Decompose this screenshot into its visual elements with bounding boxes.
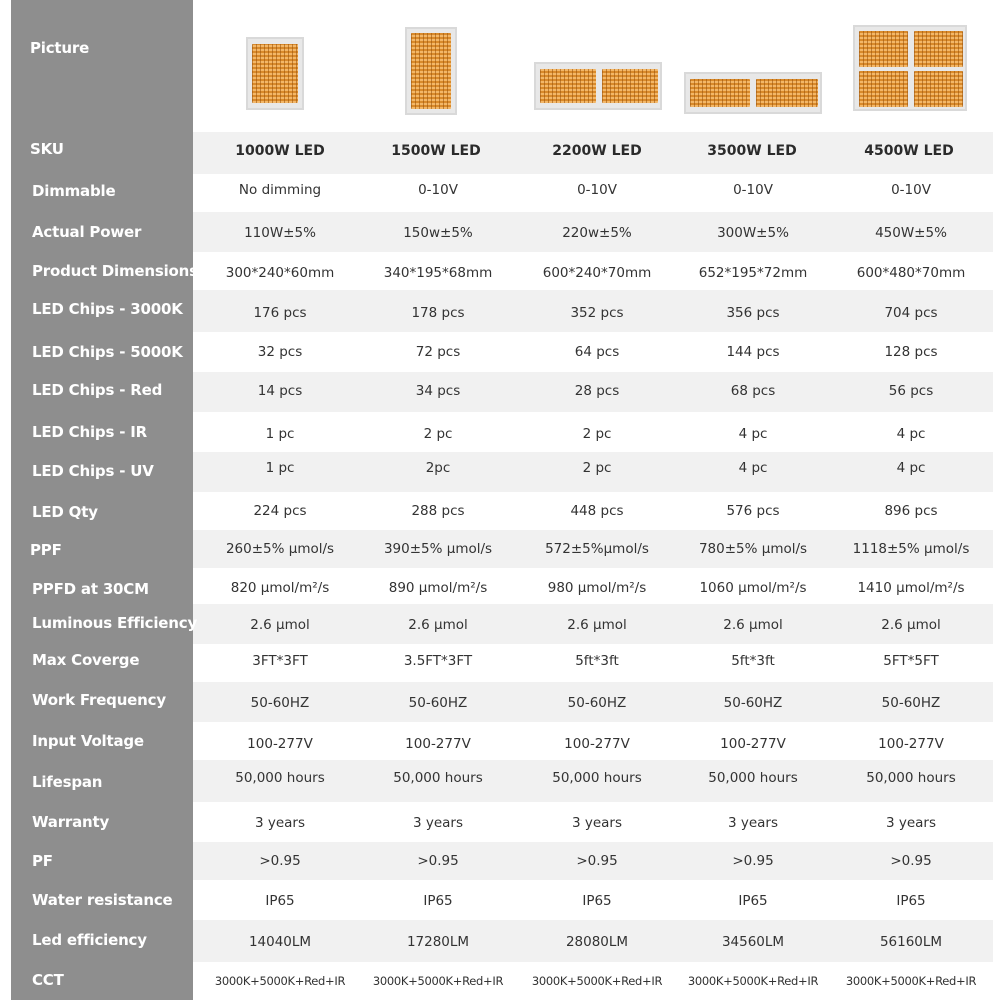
ppfd-value: 1060 μmol/m²/s xyxy=(699,580,807,596)
input-voltage-value: 100-277V xyxy=(564,736,630,752)
label-sku: SKU xyxy=(30,140,64,158)
actual-power-value: 220w±5% xyxy=(562,225,632,241)
chips-red-value: 68 pcs xyxy=(730,383,776,399)
chips-5000k-value: 128 pcs xyxy=(884,344,938,360)
led-efficiency-value: 14040LM xyxy=(248,934,312,950)
ppfd-value: 890 μmol/m²/s xyxy=(388,580,488,596)
pf-value: >0.95 xyxy=(732,853,774,869)
chips-red-value: 28 pcs xyxy=(574,383,620,399)
dimmable-value: 0-10V xyxy=(418,182,458,198)
dimmable-value: 0-10V xyxy=(733,182,773,198)
chips-red-value: 34 pcs xyxy=(415,383,461,399)
chips-uv-value: 1 pc xyxy=(265,460,295,476)
chips-uv-value: 2 pc xyxy=(582,460,612,476)
label-pf: PF xyxy=(32,852,53,870)
chips-ir-value: 2 pc xyxy=(582,426,612,442)
chips-3000k-value: 176 pcs xyxy=(253,305,307,321)
input-voltage-value: 100-277V xyxy=(405,736,471,752)
work-frequency-value: 50-60HZ xyxy=(567,695,627,711)
work-frequency-value: 50-60HZ xyxy=(723,695,783,711)
label-led-qty: LED Qty xyxy=(32,503,98,521)
label-lifespan: Lifespan xyxy=(32,773,103,791)
chips-uv-value: 4 pc xyxy=(896,460,926,476)
chips-3000k-value: 704 pcs xyxy=(884,305,938,321)
ppf-value: 260±5% μmol/s xyxy=(225,541,335,557)
cct-value: 3000K+5000K+Red+IR xyxy=(845,974,977,988)
actual-power-value: 110W±5% xyxy=(244,225,316,241)
product-image-1500w xyxy=(405,27,457,115)
luminous-efficiency-value: 2.6 μmol xyxy=(250,617,310,633)
led-efficiency-value: 28080LM xyxy=(565,934,629,950)
led-qty-value: 224 pcs xyxy=(253,503,307,519)
label-water-resistance: Water resistance xyxy=(32,891,173,909)
product-image-1000w xyxy=(246,37,304,110)
lifespan-value: 50,000 hours xyxy=(235,770,325,786)
dimmable-value: 0-10V xyxy=(577,182,617,198)
luminous-efficiency-value: 2.6 μmol xyxy=(881,617,941,633)
product-dimensions-value: 340*195*68mm xyxy=(383,265,493,281)
label-dimmable: Dimmable xyxy=(32,182,116,200)
chips-3000k-value: 356 pcs xyxy=(726,305,780,321)
luminous-efficiency-value: 2.6 μmol xyxy=(408,617,468,633)
input-voltage-value: 100-277V xyxy=(247,736,313,752)
chips-5000k-value: 144 pcs xyxy=(726,344,780,360)
dimmable-value: 0-10V xyxy=(891,182,931,198)
max-coverage-value: 5ft*3ft xyxy=(731,653,775,669)
water-resistance-value: IP65 xyxy=(582,893,612,909)
chips-5000k-value: 72 pcs xyxy=(415,344,461,360)
chips-red-value: 56 pcs xyxy=(888,383,934,399)
cct-value: 3000K+5000K+Red+IR xyxy=(214,974,346,988)
label-cct: CCT xyxy=(32,971,64,989)
label-max-coverage: Max Coverge xyxy=(32,651,140,669)
dimmable-value: No dimming xyxy=(238,182,322,198)
actual-power-value: 300W±5% xyxy=(717,225,789,241)
actual-power-value: 150w±5% xyxy=(403,225,473,241)
cct-value: 3000K+5000K+Red+IR xyxy=(687,974,819,988)
label-ppf: PPF xyxy=(30,541,62,559)
sku-value: 4500W LED xyxy=(864,143,954,159)
warranty-value: 3 years xyxy=(885,815,937,831)
pf-value: >0.95 xyxy=(576,853,618,869)
work-frequency-value: 50-60HZ xyxy=(881,695,941,711)
label-led-efficiency: Led efficiency xyxy=(32,931,147,949)
chips-5000k-value: 64 pcs xyxy=(574,344,620,360)
work-frequency-value: 50-60HZ xyxy=(250,695,310,711)
product-image-3500w xyxy=(684,72,822,114)
led-qty-value: 576 pcs xyxy=(726,503,780,519)
led-efficiency-value: 34560LM xyxy=(721,934,785,950)
chips-3000k-value: 352 pcs xyxy=(570,305,624,321)
led-qty-value: 448 pcs xyxy=(570,503,624,519)
cct-value: 3000K+5000K+Red+IR xyxy=(372,974,504,988)
ppfd-value: 1410 μmol/m²/s xyxy=(857,580,965,596)
cct-value: 3000K+5000K+Red+IR xyxy=(531,974,663,988)
input-voltage-value: 100-277V xyxy=(878,736,944,752)
warranty-value: 3 years xyxy=(571,815,623,831)
lifespan-value: 50,000 hours xyxy=(552,770,642,786)
led-qty-value: 896 pcs xyxy=(884,503,938,519)
sku-value: 3500W LED xyxy=(707,143,797,159)
label-led-chips-3000k: LED Chips - 3000K xyxy=(32,300,183,318)
max-coverage-value: 3FT*3FT xyxy=(252,653,308,669)
water-resistance-value: IP65 xyxy=(738,893,768,909)
product-image-4500w xyxy=(853,25,967,111)
lifespan-value: 50,000 hours xyxy=(393,770,483,786)
sku-value: 2200W LED xyxy=(552,143,642,159)
label-ppfd: PPFD at 30CM xyxy=(32,580,149,598)
lifespan-value: 50,000 hours xyxy=(708,770,798,786)
pf-value: >0.95 xyxy=(417,853,459,869)
label-work-frequency: Work Frequency xyxy=(32,691,166,709)
ppf-value: 1118±5% μmol/s xyxy=(852,541,970,557)
warranty-value: 3 years xyxy=(412,815,464,831)
actual-power-value: 450W±5% xyxy=(875,225,947,241)
luminous-efficiency-value: 2.6 μmol xyxy=(723,617,783,633)
water-resistance-value: IP65 xyxy=(265,893,295,909)
warranty-value: 3 years xyxy=(254,815,306,831)
ppf-value: 572±5%μmol/s xyxy=(545,541,649,557)
label-led-chips-uv: LED Chips - UV xyxy=(32,462,154,480)
chips-uv-value: 4 pc xyxy=(738,460,768,476)
label-actual-power: Actual Power xyxy=(32,223,142,241)
label-product-dimensions: Product Dimensions xyxy=(32,262,198,280)
label-led-chips-ir: LED Chips - IR xyxy=(32,423,147,441)
product-dimensions-value: 652*195*72mm xyxy=(698,265,808,281)
pf-value: >0.95 xyxy=(259,853,301,869)
label-input-voltage: Input Voltage xyxy=(32,732,144,750)
input-voltage-value: 100-277V xyxy=(720,736,786,752)
chips-uv-value: 2pc xyxy=(425,460,451,476)
product-dimensions-value: 300*240*60mm xyxy=(225,265,335,281)
chips-red-value: 14 pcs xyxy=(257,383,303,399)
max-coverage-value: 5FT*5FT xyxy=(883,653,939,669)
label-picture: Picture xyxy=(30,39,90,57)
ppfd-value: 820 μmol/m²/s xyxy=(230,580,330,596)
pf-value: >0.95 xyxy=(890,853,932,869)
chips-3000k-value: 178 pcs xyxy=(411,305,465,321)
label-luminous-efficiency: Luminous Efficiency xyxy=(32,614,198,632)
chips-ir-value: 1 pc xyxy=(265,426,295,442)
max-coverage-value: 5ft*3ft xyxy=(575,653,619,669)
product-dimensions-value: 600*240*70mm xyxy=(542,265,652,281)
led-efficiency-value: 17280LM xyxy=(406,934,470,950)
max-coverage-value: 3.5FT*3FT xyxy=(403,653,473,669)
water-resistance-value: IP65 xyxy=(423,893,453,909)
label-led-chips-5000k: LED Chips - 5000K xyxy=(32,343,183,361)
warranty-value: 3 years xyxy=(727,815,779,831)
label-warranty: Warranty xyxy=(32,813,110,831)
work-frequency-value: 50-60HZ xyxy=(408,695,468,711)
sku-value: 1500W LED xyxy=(391,143,481,159)
product-dimensions-value: 600*480*70mm xyxy=(856,265,966,281)
ppf-value: 780±5% μmol/s xyxy=(698,541,808,557)
label-led-chips-red: LED Chips - Red xyxy=(32,381,163,399)
chips-ir-value: 2 pc xyxy=(423,426,453,442)
chips-ir-value: 4 pc xyxy=(738,426,768,442)
ppf-value: 390±5% μmol/s xyxy=(383,541,493,557)
luminous-efficiency-value: 2.6 μmol xyxy=(567,617,627,633)
ppfd-value: 980 μmol/m²/s xyxy=(547,580,647,596)
water-resistance-value: IP65 xyxy=(896,893,926,909)
chips-5000k-value: 32 pcs xyxy=(257,344,303,360)
product-image-2200w xyxy=(534,62,662,110)
led-qty-value: 288 pcs xyxy=(411,503,465,519)
sku-value: 1000W LED xyxy=(235,143,325,159)
chips-ir-value: 4 pc xyxy=(896,426,926,442)
led-efficiency-value: 56160LM xyxy=(879,934,943,950)
lifespan-value: 50,000 hours xyxy=(866,770,956,786)
